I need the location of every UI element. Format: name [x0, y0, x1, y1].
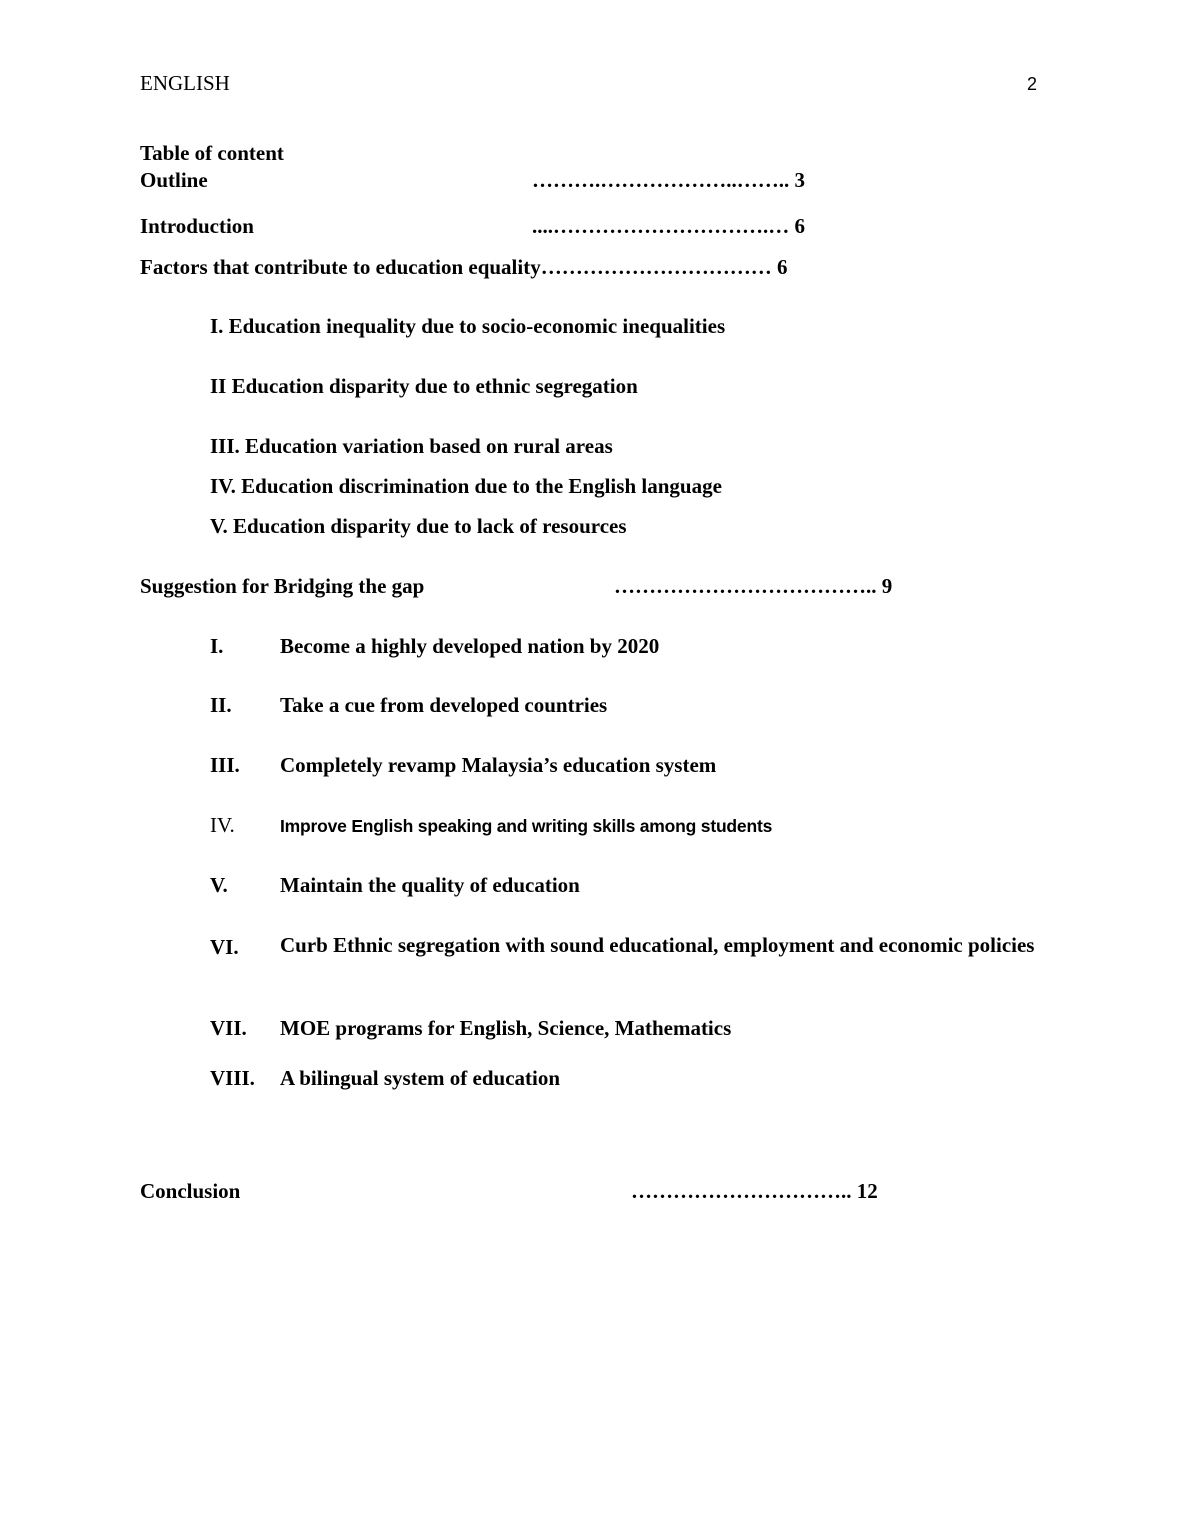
toc-introduction-label: Introduction	[140, 214, 254, 238]
suggestion-text: Completely revamp Malaysia’s education system	[280, 753, 717, 777]
factor-item: II Education disparity due to ethnic segregation	[210, 374, 638, 398]
toc-conclusion-leader: ………………………….. 12	[631, 1179, 878, 1203]
toc-outline-leader: ……….………………..…….. 3	[532, 168, 805, 192]
suggestion-text: Take a cue from developed countries	[280, 693, 608, 717]
suggestion-number: II.	[210, 693, 232, 717]
toc-heading: Table of content	[140, 141, 284, 165]
suggestion-number: V.	[210, 873, 228, 897]
toc-suggestion-label: Suggestion for Bridging the gap	[140, 574, 425, 598]
suggestion-number: VI.	[210, 935, 239, 959]
suggestion-text: Improve English speaking and writing skills among students	[280, 816, 773, 836]
factor-item: III. Education variation based on rural areas	[210, 434, 613, 458]
suggestion-number: VII.	[210, 1016, 247, 1040]
suggestion-number: VIII.	[210, 1066, 255, 1090]
suggestion-text: Maintain the quality of education	[280, 873, 580, 897]
toc-suggestion-leader: ……………………………….. 9	[614, 574, 893, 598]
factor-item: V. Education disparity due to lack of resources	[210, 514, 627, 538]
suggestion-number: III.	[210, 753, 240, 777]
toc-introduction-leader: ....………………………….… 6	[532, 214, 805, 238]
factor-item: I. Education inequality due to socio-economic inequalities	[210, 314, 726, 338]
toc-outline-label: Outline	[140, 168, 208, 192]
suggestion-number: I.	[210, 634, 224, 658]
suggestion-text: Curb Ethnic segregation with sound educational, employment and economic policies	[280, 933, 1035, 957]
suggestion-text: Become a highly developed nation by 2020	[280, 634, 660, 658]
running-header: ENGLISH	[140, 71, 230, 95]
toc-factors-entry: Factors that contribute to education equality…………………………… 6	[140, 255, 788, 279]
page-number: 2	[1027, 74, 1038, 94]
toc-conclusion-label: Conclusion	[140, 1179, 241, 1203]
suggestion-number: IV.	[210, 813, 235, 837]
suggestion-text: A bilingual system of education	[280, 1066, 561, 1090]
factor-item: IV. Education discrimination due to the English language	[210, 474, 722, 498]
suggestion-text: MOE programs for English, Science, Mathematics	[280, 1016, 732, 1040]
